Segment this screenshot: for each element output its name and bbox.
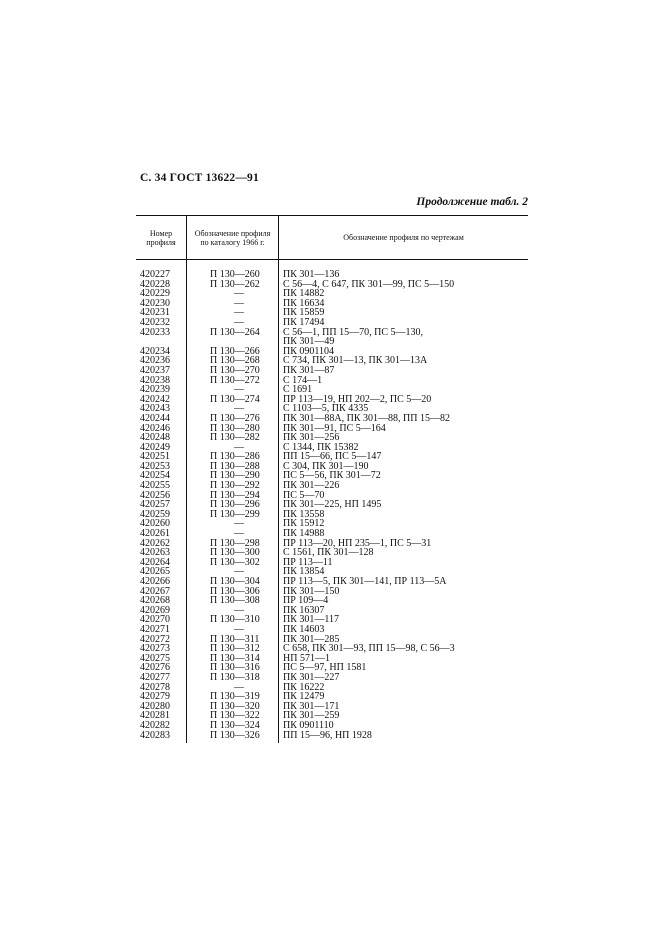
drawing-designation: ПК 16222 [283,681,325,693]
drawing-designation: С 734, ПК 301—13, ПК 301—13А [283,355,428,367]
catalog-designation: П 130—294 [210,489,260,501]
table-row [136,558,528,568]
drawing-designation: ПК 17494 [283,316,325,328]
profile-number: 420237 [140,364,170,376]
table-row [136,731,528,741]
catalog-designation: П 130—308 [210,595,260,607]
drawing-designation: ПР 113—5, ПК 301—141, ПР 113—5А [283,576,447,587]
drawing-designation: ПС 5—70 [283,489,325,501]
catalog-designation: — [234,316,244,328]
profile-number: 420269 [140,604,170,616]
drawing-designation: ПК 301—171 [283,700,340,712]
catalog-designation: П 130—302 [210,556,260,568]
table-row [136,376,528,386]
catalog-designation: — [234,297,244,309]
catalog-designation: П 130—290 [210,470,260,482]
profile-number: 420231 [140,307,170,319]
profile-number: 420230 [140,297,170,309]
profile-number: 420259 [140,508,170,520]
catalog-designation: П 130—306 [210,585,260,597]
drawing-designation: ПК 301—256 [283,432,340,444]
profile-number: 420271 [140,623,170,635]
table-header [136,215,528,260]
table-row [136,615,528,625]
profile-number: 420229 [140,288,170,300]
drawing-designation: ПК 0901104 [283,345,335,357]
catalog-designation: — [234,518,244,530]
catalog-designation: П 130—314 [210,652,260,664]
table-row [136,481,528,491]
drawing-designation: ПК 16307 [283,604,325,616]
drawing-designation: ПК 14603 [283,623,325,635]
catalog-designation: П 130—300 [210,547,260,559]
catalog-designation: — [234,384,244,396]
catalog-designation: П 130—288 [210,460,260,472]
drawing-designation: ПС 5—56, ПК 301—72 [283,470,381,482]
profile-number: 420280 [140,700,170,712]
drawing-designation: С 304, ПК 301—190 [283,460,369,472]
catalog-designation: П 130—296 [210,499,260,511]
profile-number: 420255 [140,480,170,492]
drawing-designation: ПК 301—226 [283,480,340,492]
drawing-designation: ПК 12479 [283,691,325,703]
profile-number: 420232 [140,316,170,328]
catalog-designation: — [234,604,244,616]
profile-number: 420253 [140,460,170,472]
catalog-designation: П 130—316 [210,662,260,674]
catalog-designation: П 130—312 [210,643,260,655]
drawing-designation: ПК 301—150 [283,585,340,597]
profile-number: 420268 [140,595,170,607]
drawing-designation: С 174—1 [283,374,323,386]
table-row [136,500,528,510]
drawing-designation: ПК 301—227 [283,671,340,683]
catalog-designation: П 130—286 [210,451,260,463]
column-divider [186,258,187,743]
profile-number: 420263 [140,547,170,559]
catalog-designation: П 130—292 [210,480,260,492]
profile-number: 420254 [140,470,170,482]
profile-number: 420264 [140,556,170,568]
catalog-designation: П 130—272 [210,374,260,386]
catalog-designation: П 130—319 [210,691,260,703]
catalog-designation: П 130—282 [210,432,260,444]
catalog-designation: П 130—304 [210,576,260,587]
profile-number: 420261 [140,528,170,540]
catalog-designation: П 130—266 [210,345,260,357]
profile-number: 420270 [140,614,170,626]
drawing-designation: ПР 109—4 [283,595,329,607]
profile-number: 420257 [140,499,170,511]
table-row [136,308,528,318]
column-header-number: Номер профиля [136,216,187,259]
catalog-designation: П 130—298 [210,537,260,549]
catalog-designation: П 130—324 [210,719,260,731]
catalog-designation: П 130—268 [210,355,260,367]
drawing-designation: С 1691 [283,384,313,396]
profile-number: 420273 [140,643,170,655]
drawing-designation: ПК 301—49 [283,336,335,348]
profile-number: 420267 [140,585,170,597]
profile-number: 420265 [140,566,170,578]
profile-number: 420276 [140,662,170,674]
profile-number: 420236 [140,355,170,367]
catalog-designation: — [234,288,244,300]
table-row [136,644,528,654]
drawing-designation: ПР 113—20, НП 235—1, ПС 5—31 [283,537,432,549]
profile-number: 420272 [140,633,170,645]
drawing-designation: ПК 13854 [283,566,325,578]
table-row [136,289,528,299]
catalog-designation: П 130—280 [210,422,260,434]
drawing-designation: ПС 5—97, НП 1581 [283,662,367,674]
drawing-designation: ПК 16634 [283,297,325,309]
drawing-designation: ПК 301—285 [283,633,340,645]
profile-number: 420266 [140,576,170,587]
table-row [136,519,528,529]
column-divider [278,258,279,743]
page-reference: С. 34 ГОСТ 13622—91 [140,172,259,184]
drawing-designation: ПК 301—136 [283,269,340,280]
drawing-designation: ПК 301—91, ПС 5—164 [283,422,386,434]
drawing-designation: ПР 113—19, НП 202—2, ПС 5—20 [283,393,432,405]
drawing-designation: ПК 301—88А, ПК 301—88, ПП 15—82 [283,412,450,424]
drawing-designation: ПК 301—87 [283,364,335,376]
catalog-designation: П 130—299 [210,508,260,520]
profile-number: 420227 [140,269,170,280]
catalog-designation: — [234,623,244,635]
catalog-designation: П 130—322 [210,710,260,722]
column-header-drawing: Обозначение профиля по чертежам [343,233,464,242]
drawing-designation: С 56—4, С 647, ПК 301—99, ПС 5—150 [283,278,455,290]
catalog-designation: П 130—270 [210,364,260,376]
drawing-designation: ПП 15—66, ПС 5—147 [283,451,382,463]
catalog-designation: — [234,681,244,693]
catalog-designation: П 130—310 [210,614,260,626]
drawing-designation: С 658, ПК 301—93, ПП 15—98, С 56—3 [283,643,455,655]
table-row [136,280,528,290]
profile-number: 420233 [140,326,170,338]
catalog-designation: — [234,566,244,578]
catalog-designation: П 130—318 [210,671,260,683]
drawing-designation: С 1344, ПК 15382 [283,441,359,453]
table-rows [136,260,528,740]
drawing-designation: ПК 14882 [283,288,325,300]
profile-number: 420244 [140,412,170,424]
catalog-designation: — [234,307,244,319]
table-row [136,299,528,309]
profile-number: 420234 [140,345,170,357]
drawing-designation: ПК 0901110 [283,719,334,731]
drawing-designation: ПК 301—259 [283,710,340,722]
catalog-designation: П 130—311 [210,633,260,645]
profile-number: 420283 [140,729,170,741]
drawing-designation: С 56—1, ПП 15—70, ПС 5—130, [283,326,424,338]
table-row [136,366,528,376]
profile-number: 420262 [140,537,170,549]
catalog-designation: П 130—276 [210,412,260,424]
drawing-designation: ПП 15—96, НП 1928 [283,729,372,741]
profile-number: 420248 [140,432,170,444]
profile-number: 420279 [140,691,170,703]
profile-number: 420246 [140,422,170,434]
drawing-designation: ПК 13558 [283,508,325,520]
profiles-table [136,215,528,740]
catalog-designation: П 130—320 [210,700,260,712]
table-row [136,510,528,520]
profile-number: 420243 [140,403,170,415]
drawing-designation: С 1103—5, ПК 4335 [283,403,369,415]
profile-number: 420281 [140,710,170,722]
catalog-designation: П 130—264 [210,326,260,338]
table-row [136,673,528,683]
profile-number: 420251 [140,451,170,463]
catalog-designation: — [234,528,244,540]
drawing-designation: НП 571—1 [283,652,330,664]
drawing-designation: ПК 301—225, НП 1495 [283,499,382,511]
catalog-designation: П 130—274 [210,393,260,405]
profile-number: 420260 [140,518,170,530]
profile-number: 420228 [140,278,170,290]
catalog-designation: — [234,403,244,415]
drawing-designation: ПР 113—11 [283,556,333,568]
catalog-designation: — [234,441,244,453]
catalog-designation: П 130—260 [210,269,260,280]
drawing-designation: ПК 301—117 [283,614,340,626]
drawing-designation: ПК 15912 [283,518,325,530]
table-row [136,683,528,693]
profile-number: 420238 [140,374,170,386]
profile-number: 420239 [140,384,170,396]
column-header-catalog: Обозначение профиля по каталогу 1966 г. [187,216,279,259]
table-row [136,587,528,597]
drawing-designation: ПК 15859 [283,307,325,319]
table-continuation-caption: Продолжение табл. 2 [416,196,528,208]
drawing-designation: ПК 14988 [283,528,325,540]
profile-number: 420282 [140,719,170,731]
profile-number: 420256 [140,489,170,501]
profile-number: 420277 [140,671,170,683]
table-body [136,260,528,740]
catalog-designation: П 130—262 [210,278,260,290]
profile-number: 420242 [140,393,170,405]
profile-number: 420275 [140,652,170,664]
profile-number: 420278 [140,681,170,693]
catalog-designation: П 130—326 [210,729,260,741]
table-row [136,596,528,606]
profile-number: 420249 [140,441,170,453]
drawing-designation: С 1561, ПК 301—128 [283,547,374,559]
